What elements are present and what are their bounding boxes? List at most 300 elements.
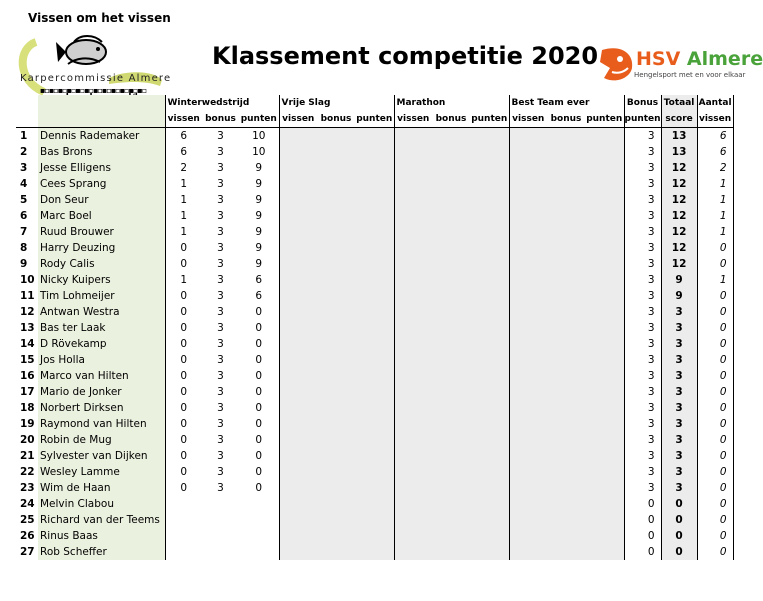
marathon-vissen	[394, 320, 432, 336]
team-bonus	[547, 512, 585, 528]
marathon-punten	[470, 224, 509, 240]
winter-bonus	[202, 544, 239, 560]
player-name: Don Seur	[38, 192, 165, 208]
table-row	[16, 192, 733, 208]
table-row	[16, 272, 733, 288]
team-vissen	[509, 240, 547, 256]
sub-bonus: bonus	[547, 111, 585, 128]
marathon-bonus	[432, 176, 470, 192]
player-name: Wim de Haan	[38, 480, 165, 496]
table-row	[16, 256, 733, 272]
group-aantal: Aantal	[697, 95, 733, 111]
player-name: Jos Holla	[38, 352, 165, 368]
winter-vissen: 0	[165, 400, 202, 416]
winter-vissen: 0	[165, 336, 202, 352]
tagline: Vissen om het vissen	[28, 11, 171, 25]
sub-vissen: vissen	[279, 111, 317, 128]
marathon-bonus	[432, 512, 470, 528]
table-row	[16, 352, 733, 368]
marathon-bonus	[432, 160, 470, 176]
winter-punten: 6	[255, 290, 263, 302]
marathon-punten	[470, 432, 509, 448]
winter-punten: 9	[255, 226, 263, 238]
bonus-punten: 0	[624, 512, 661, 528]
vrije-bonus	[317, 272, 355, 288]
team-bonus	[547, 144, 585, 160]
marathon-punten	[470, 160, 509, 176]
table-row	[16, 448, 733, 464]
bonus-punten: 3	[624, 256, 661, 272]
marathon-punten	[470, 400, 509, 416]
team-punten	[585, 512, 624, 528]
rank-cell: 3	[20, 162, 28, 174]
table-row	[16, 304, 733, 320]
table-row	[16, 400, 733, 416]
vrije-vissen	[279, 400, 317, 416]
rank-cell: 7	[20, 226, 28, 238]
marathon-punten	[470, 288, 509, 304]
table-row	[16, 240, 733, 256]
vrije-punten	[355, 176, 394, 192]
team-vissen	[509, 512, 547, 528]
bonus-punten: 3	[624, 224, 661, 240]
bonus-punten: 3	[624, 416, 661, 432]
team-bonus	[547, 480, 585, 496]
team-vissen	[509, 384, 547, 400]
bonus-punten: 0	[624, 496, 661, 512]
marathon-bonus	[432, 464, 470, 480]
hsv-logo-text	[636, 48, 763, 70]
winter-bonus: 3	[217, 322, 224, 334]
team-punten	[585, 272, 624, 288]
winter-vissen: 0	[165, 304, 202, 320]
team-vissen	[509, 128, 547, 145]
vrije-vissen	[279, 208, 317, 224]
vrije-punten	[355, 144, 394, 160]
vrije-vissen	[279, 304, 317, 320]
winter-vissen: 0	[165, 368, 202, 384]
vrije-vissen	[279, 160, 317, 176]
marathon-bonus	[432, 144, 470, 160]
aantal-vissen: 0	[697, 352, 733, 368]
sub-punten: punten	[239, 111, 279, 128]
winter-vissen: 0	[165, 416, 202, 432]
winter-vissen	[165, 544, 202, 560]
winter-vissen: 0	[165, 352, 202, 368]
chain-divider: ▪▫▪▫▪▫▪▫▪▫▪▫▪▫▪▫▪▫▪▫▪▫▪▫	[40, 86, 147, 95]
hsv-slogan: Hengelsport met en voor elkaar	[634, 71, 746, 79]
marathon-bonus	[432, 432, 470, 448]
player-name: Wesley Lamme	[38, 464, 165, 480]
marathon-punten	[470, 144, 509, 160]
winter-bonus: 3	[217, 258, 224, 270]
winter-punten: 0	[255, 370, 263, 382]
winter-punten: 0	[255, 466, 263, 478]
vrije-punten	[355, 448, 394, 464]
aantal-vissen: 0	[697, 320, 733, 336]
winter-bonus	[202, 496, 239, 512]
table-row	[16, 336, 733, 352]
winter-vissen	[165, 496, 202, 512]
winter-vissen: 1	[165, 208, 202, 224]
marathon-punten	[470, 368, 509, 384]
team-vissen	[509, 448, 547, 464]
vrije-vissen	[279, 480, 317, 496]
marathon-punten	[470, 544, 509, 560]
aantal-vissen: 0	[697, 512, 733, 528]
bonus-punten: 3	[624, 192, 661, 208]
vrije-vissen	[279, 288, 317, 304]
team-bonus	[547, 352, 585, 368]
aantal-vissen: 0	[697, 336, 733, 352]
bonus-punten: 3	[624, 288, 661, 304]
team-punten	[585, 448, 624, 464]
total-score: 13	[661, 144, 697, 160]
marathon-vissen	[394, 304, 432, 320]
total-score: 3	[661, 464, 697, 480]
marathon-bonus	[432, 528, 470, 544]
winter-bonus: 3	[217, 466, 224, 478]
marathon-vissen	[394, 432, 432, 448]
sub-punten: punten	[585, 111, 624, 128]
team-vissen	[509, 432, 547, 448]
marathon-bonus	[432, 224, 470, 240]
team-vissen	[509, 176, 547, 192]
marathon-punten	[470, 528, 509, 544]
winter-bonus: 3	[217, 338, 224, 350]
rank-cell: 23	[20, 482, 35, 494]
winter-vissen	[165, 528, 202, 544]
vrije-punten	[355, 352, 394, 368]
total-score: 3	[661, 432, 697, 448]
total-score: 9	[661, 288, 697, 304]
team-bonus	[547, 528, 585, 544]
winter-bonus: 3	[217, 370, 224, 382]
winter-punten: 9	[255, 242, 263, 254]
winter-punten: 0	[255, 338, 263, 350]
winter-punten: 0	[255, 482, 263, 494]
team-bonus	[547, 400, 585, 416]
marathon-vissen	[394, 400, 432, 416]
player-name: Rody Calis	[38, 256, 165, 272]
player-name: Melvin Clabou	[38, 496, 165, 512]
marathon-vissen	[394, 480, 432, 496]
total-score: 12	[661, 208, 697, 224]
winter-punten: 0	[255, 354, 263, 366]
vrije-bonus	[317, 528, 355, 544]
bonus-punten: 3	[624, 480, 661, 496]
sub-aantal-vissen: vissen	[697, 111, 733, 128]
marathon-vissen	[394, 256, 432, 272]
marathon-punten	[470, 464, 509, 480]
winter-vissen: 0	[165, 240, 202, 256]
total-score: 3	[661, 352, 697, 368]
winter-bonus: 3	[217, 178, 224, 190]
winter-vissen: 1	[165, 224, 202, 240]
winter-bonus: 3	[217, 146, 224, 158]
aantal-vissen: 0	[697, 496, 733, 512]
team-punten	[585, 304, 624, 320]
player-name: Bas Brons	[38, 144, 165, 160]
winter-vissen: 0	[165, 448, 202, 464]
marathon-vissen	[394, 240, 432, 256]
rank-cell: 14	[20, 338, 35, 350]
marathon-bonus	[432, 256, 470, 272]
bonus-punten: 3	[624, 128, 661, 145]
rank-cell: 24	[20, 498, 35, 510]
rank-cell: 17	[20, 386, 35, 398]
winter-bonus: 3	[217, 210, 224, 222]
aantal-vissen: 0	[697, 400, 733, 416]
player-name: Bas ter Laak	[38, 320, 165, 336]
winter-punten	[239, 512, 279, 528]
bonus-punten: 3	[624, 272, 661, 288]
winter-punten: 9	[255, 258, 263, 270]
total-score: 3	[661, 480, 697, 496]
vrije-bonus	[317, 464, 355, 480]
table-row	[16, 432, 733, 448]
team-punten	[585, 432, 624, 448]
marathon-bonus	[432, 496, 470, 512]
winter-bonus: 3	[217, 402, 224, 414]
vrije-bonus	[317, 192, 355, 208]
sub-vissen: vissen	[394, 111, 432, 128]
vrije-bonus	[317, 448, 355, 464]
total-score: 0	[661, 496, 697, 512]
sub-bonus: bonus	[432, 111, 470, 128]
player-name: Cees Sprang	[38, 176, 165, 192]
total-score: 3	[661, 320, 697, 336]
rank-cell: 2	[20, 146, 28, 158]
sub-score: score	[661, 111, 697, 128]
page-title: Klassement competitie 2020	[212, 42, 599, 70]
winter-vissen: 2	[165, 160, 202, 176]
rank-cell: 15	[20, 354, 35, 366]
bonus-punten: 3	[624, 464, 661, 480]
winter-punten	[239, 544, 279, 560]
team-punten	[585, 208, 624, 224]
bonus-punten: 3	[624, 336, 661, 352]
ranking-table	[16, 95, 734, 560]
player-name: Nicky Kuipers	[38, 272, 165, 288]
total-score: 13	[661, 128, 697, 145]
winter-bonus: 3	[217, 162, 224, 174]
team-vissen	[509, 160, 547, 176]
vrije-bonus	[317, 160, 355, 176]
total-score: 9	[661, 272, 697, 288]
table-row	[16, 384, 733, 400]
vrije-punten	[355, 480, 394, 496]
team-vissen	[509, 496, 547, 512]
winter-punten: 9	[255, 178, 263, 190]
marathon-vissen	[394, 144, 432, 160]
player-name: D Rövekamp	[38, 336, 165, 352]
aantal-vissen: 0	[697, 416, 733, 432]
marathon-vissen	[394, 448, 432, 464]
bonus-punten: 3	[624, 400, 661, 416]
table-row	[16, 528, 733, 544]
vrije-vissen	[279, 384, 317, 400]
bonus-punten: 3	[624, 432, 661, 448]
vrije-punten	[355, 208, 394, 224]
table-row	[16, 416, 733, 432]
winter-bonus: 3	[217, 434, 224, 446]
marathon-punten	[470, 496, 509, 512]
vrije-punten	[355, 384, 394, 400]
team-vissen	[509, 288, 547, 304]
winter-bonus: 3	[217, 226, 224, 238]
group-best-team-ever: Best Team ever	[509, 95, 624, 111]
sub-bonus: bonus	[202, 111, 239, 128]
team-punten	[585, 352, 624, 368]
team-vissen	[509, 304, 547, 320]
player-name: Marc Boel	[38, 208, 165, 224]
marathon-punten	[470, 128, 509, 145]
aantal-vissen: 1	[697, 192, 733, 208]
team-bonus	[547, 288, 585, 304]
team-vissen	[509, 352, 547, 368]
table-row	[16, 128, 733, 145]
vrije-punten	[355, 432, 394, 448]
bonus-punten: 3	[624, 144, 661, 160]
vrije-bonus	[317, 240, 355, 256]
marathon-punten	[470, 208, 509, 224]
total-score: 3	[661, 416, 697, 432]
vrije-bonus	[317, 144, 355, 160]
hsv-name-b: Almere	[686, 48, 763, 70]
aantal-vissen: 2	[697, 160, 733, 176]
team-punten	[585, 368, 624, 384]
vrije-punten	[355, 160, 394, 176]
vrije-bonus	[317, 176, 355, 192]
rank-cell: 9	[20, 258, 28, 270]
marathon-bonus	[432, 336, 470, 352]
team-punten	[585, 224, 624, 240]
table-row	[16, 160, 733, 176]
rank-cell: 4	[20, 178, 28, 190]
group-totaal: Totaal	[661, 95, 697, 111]
vrije-bonus	[317, 400, 355, 416]
winter-vissen: 6	[165, 128, 202, 145]
aantal-vissen: 0	[697, 256, 733, 272]
total-score: 3	[661, 384, 697, 400]
team-bonus	[547, 320, 585, 336]
table-row	[16, 368, 733, 384]
vrije-vissen	[279, 352, 317, 368]
winter-punten: 0	[255, 322, 263, 334]
vrije-punten	[355, 464, 394, 480]
winter-bonus	[202, 528, 239, 544]
rank-cell: 12	[20, 306, 35, 318]
marathon-vissen	[394, 544, 432, 560]
winter-bonus: 3	[217, 306, 224, 318]
player-name: Marco van Hilten	[38, 368, 165, 384]
team-bonus	[547, 224, 585, 240]
vrije-punten	[355, 416, 394, 432]
sub-punten: punten	[355, 111, 394, 128]
aantal-vissen: 0	[697, 384, 733, 400]
total-score: 0	[661, 544, 697, 560]
vrije-vissen	[279, 192, 317, 208]
vrije-bonus	[317, 480, 355, 496]
vrije-vissen	[279, 128, 317, 145]
marathon-bonus	[432, 192, 470, 208]
team-vissen	[509, 336, 547, 352]
marathon-vissen	[394, 512, 432, 528]
winter-punten: 10	[252, 130, 266, 142]
team-bonus	[547, 304, 585, 320]
marathon-punten	[470, 320, 509, 336]
sub-punten: punten	[470, 111, 509, 128]
header-row-groups	[16, 95, 733, 111]
table-row	[16, 320, 733, 336]
vrije-punten	[355, 336, 394, 352]
team-punten	[585, 256, 624, 272]
vrije-bonus	[317, 128, 355, 145]
marathon-vissen	[394, 368, 432, 384]
marathon-bonus	[432, 208, 470, 224]
vrije-vissen	[279, 320, 317, 336]
marathon-vissen	[394, 160, 432, 176]
club-name: Karpercommissie Almere	[20, 73, 172, 84]
team-bonus	[547, 208, 585, 224]
player-name: Richard van der Teems	[38, 512, 165, 528]
vrije-punten	[355, 256, 394, 272]
winter-vissen: 0	[165, 256, 202, 272]
player-name: Raymond van Hilten	[38, 416, 165, 432]
marathon-bonus	[432, 480, 470, 496]
winter-punten: 6	[255, 274, 263, 286]
bonus-punten: 3	[624, 384, 661, 400]
total-score: 0	[661, 512, 697, 528]
sub-bonus-punten: punten	[624, 111, 661, 128]
winter-punten	[239, 496, 279, 512]
winter-punten: 10	[252, 146, 266, 158]
sub-vissen: vissen	[165, 111, 202, 128]
aantal-vissen: 1	[697, 208, 733, 224]
winter-punten: 0	[255, 434, 263, 446]
vrije-vissen	[279, 240, 317, 256]
vrije-punten	[355, 288, 394, 304]
marathon-vissen	[394, 128, 432, 145]
winter-punten: 0	[255, 306, 263, 318]
marathon-punten	[470, 416, 509, 432]
total-score: 12	[661, 256, 697, 272]
marathon-vissen	[394, 224, 432, 240]
vrije-bonus	[317, 224, 355, 240]
table-row	[16, 176, 733, 192]
vrije-bonus	[317, 288, 355, 304]
aantal-vissen: 0	[697, 464, 733, 480]
group-bonus: Bonus	[624, 95, 661, 111]
aantal-vissen: 0	[697, 480, 733, 496]
total-score: 3	[661, 448, 697, 464]
player-name: Antwan Westra	[38, 304, 165, 320]
team-vissen	[509, 224, 547, 240]
rank-cell: 5	[20, 194, 28, 206]
team-punten	[585, 384, 624, 400]
team-vissen	[509, 480, 547, 496]
winter-vissen: 0	[165, 480, 202, 496]
marathon-bonus	[432, 320, 470, 336]
team-bonus	[547, 496, 585, 512]
marathon-bonus	[432, 288, 470, 304]
winter-vissen: 0	[165, 464, 202, 480]
vrije-vissen	[279, 512, 317, 528]
total-score: 0	[661, 528, 697, 544]
team-vissen	[509, 144, 547, 160]
marathon-vissen	[394, 384, 432, 400]
